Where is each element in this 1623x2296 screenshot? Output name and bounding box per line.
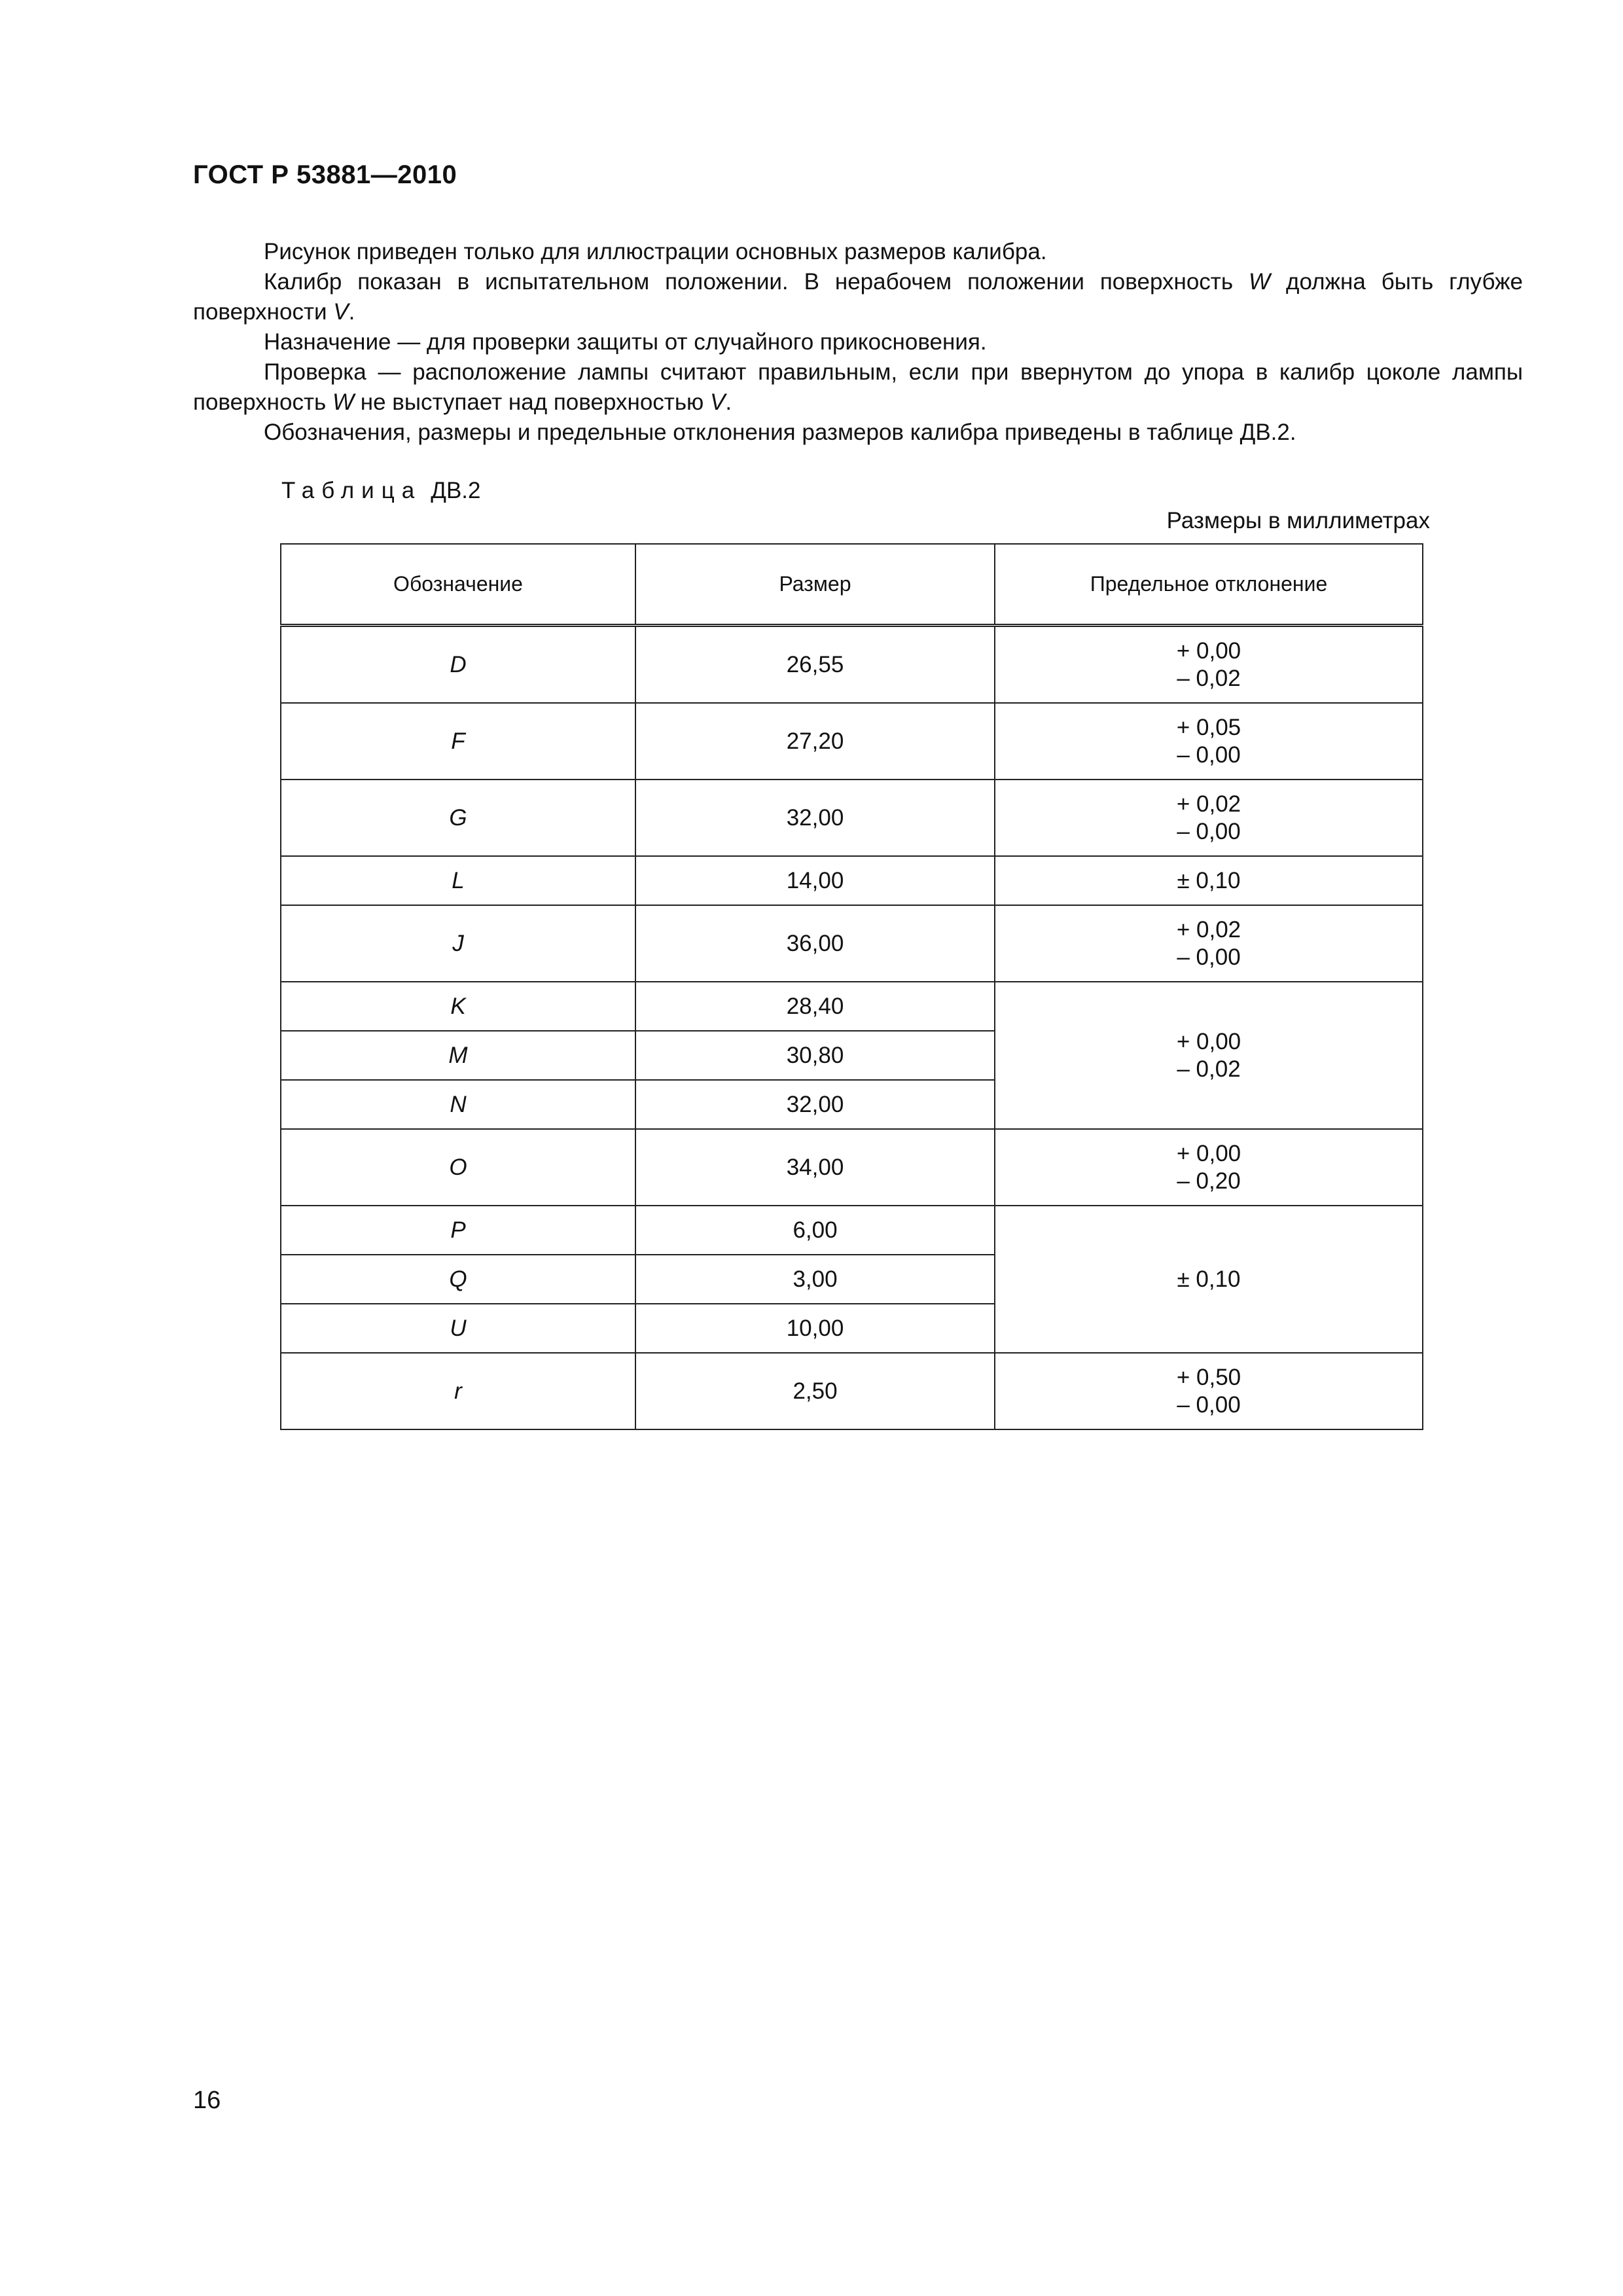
- deviation-upper: + 0,00: [1176, 1028, 1241, 1054]
- table-caption-id: ДВ.2: [431, 478, 481, 503]
- body-text: [193, 237, 1523, 448]
- table-row: [281, 1353, 1423, 1429]
- size-cell: 14,00: [635, 856, 995, 905]
- paragraph: Назначение — для проверки защиты от случайного прикосновения.: [264, 329, 987, 355]
- size-cell: 10,00: [635, 1304, 995, 1353]
- deviation-cell: [995, 626, 1423, 704]
- deviation-cell: [995, 780, 1423, 856]
- symbol-cell: K: [281, 982, 635, 1031]
- size-cell: 32,00: [635, 780, 995, 856]
- table-caption-word: Таблица: [281, 478, 422, 503]
- size-cell: 34,00: [635, 1129, 995, 1206]
- deviation-lower: – 0,02: [1177, 1056, 1241, 1082]
- size-cell: 3,00: [635, 1255, 995, 1304]
- document-header: ГОСТ Р 53881—2010: [193, 160, 457, 189]
- dimensions-table: [280, 543, 1423, 1430]
- table-row: [281, 703, 1423, 780]
- deviation-upper: + 0,00: [1176, 637, 1241, 664]
- table-row: [281, 626, 1423, 704]
- size-cell: 30,80: [635, 1031, 995, 1080]
- deviation-lower: – 0,00: [1177, 944, 1241, 970]
- text-span: должна быть глубже поверхности: [193, 269, 1523, 325]
- deviation-lower: – 0,02: [1177, 665, 1241, 691]
- table-header-row: [281, 544, 1423, 626]
- deviation-cell: [995, 982, 1423, 1129]
- table-row: [281, 1206, 1423, 1255]
- symbol-cell: J: [281, 905, 635, 982]
- text-span: Проверка — расположение лампы считают правильным, если при ввернутом до упора в калибр цоколе лампы поверхность: [193, 359, 1523, 415]
- table-row: [281, 856, 1423, 905]
- deviation-cell: [995, 1129, 1423, 1206]
- deviation-upper: + 0,00: [1176, 1140, 1241, 1166]
- deviation-lower: – 0,00: [1177, 1391, 1241, 1418]
- symbol-cell: N: [281, 1080, 635, 1129]
- deviation-lower: – 0,20: [1177, 1168, 1241, 1194]
- symbol-cell: F: [281, 703, 635, 780]
- column-header: Размер: [635, 544, 995, 626]
- deviation-cell: ± 0,10: [995, 1206, 1423, 1353]
- column-header: Предельное отклонение: [995, 544, 1423, 626]
- symbol-cell: L: [281, 856, 635, 905]
- table-row: [281, 1129, 1423, 1206]
- text-span: .: [725, 389, 732, 415]
- size-cell: 32,00: [635, 1080, 995, 1129]
- text-span: не выступает над поверхностью: [360, 389, 704, 415]
- size-cell: 26,55: [635, 626, 995, 704]
- table-units: Размеры в миллиметрах: [1166, 508, 1430, 533]
- symbol-cell: P: [281, 1206, 635, 1255]
- table-row: [281, 780, 1423, 856]
- symbol-cell: D: [281, 626, 635, 704]
- symbol-cell: G: [281, 780, 635, 856]
- deviation-lower: – 0,00: [1177, 742, 1241, 768]
- deviation-cell: [995, 703, 1423, 780]
- deviation-upper: + 0,02: [1176, 916, 1241, 942]
- deviation-lower: – 0,00: [1177, 818, 1241, 844]
- paragraph: [193, 267, 1523, 327]
- symbol-cell: r: [281, 1353, 635, 1429]
- text-span: Калибр показан в испытательном положении. В нерабочем положении поверхность: [264, 269, 1234, 295]
- size-cell: 28,40: [635, 982, 995, 1031]
- paragraph: Обозначения, размеры и предельные отклонения размеров калибра приведены в таблице ДВ.2.: [264, 420, 1296, 445]
- symbol-w: W: [1249, 269, 1271, 295]
- symbol-cell: U: [281, 1304, 635, 1353]
- symbol-v: V: [710, 389, 726, 415]
- size-cell: 27,20: [635, 703, 995, 780]
- size-cell: 36,00: [635, 905, 995, 982]
- paragraph: Рисунок приведен только для иллюстрации основных размеров калибра.: [264, 239, 1047, 264]
- deviation-upper: + 0,50: [1176, 1364, 1241, 1390]
- table-row: [281, 905, 1423, 982]
- deviation-upper: + 0,05: [1176, 714, 1241, 740]
- symbol-cell: O: [281, 1129, 635, 1206]
- symbol-cell: Q: [281, 1255, 635, 1304]
- text-span: .: [348, 299, 355, 325]
- deviation-cell: ± 0,10: [995, 856, 1423, 905]
- table-row: [281, 982, 1423, 1031]
- deviation-upper: + 0,02: [1176, 791, 1241, 817]
- page-number: 16: [193, 2087, 221, 2114]
- deviation-cell: [995, 905, 1423, 982]
- table-caption: [281, 478, 480, 504]
- symbol-w: W: [332, 389, 354, 415]
- size-cell: 2,50: [635, 1353, 995, 1429]
- symbol-v: V: [333, 299, 349, 325]
- column-header: Обозначение: [281, 544, 635, 626]
- paragraph: [193, 357, 1523, 418]
- size-cell: 6,00: [635, 1206, 995, 1255]
- deviation-cell: [995, 1353, 1423, 1429]
- symbol-cell: M: [281, 1031, 635, 1080]
